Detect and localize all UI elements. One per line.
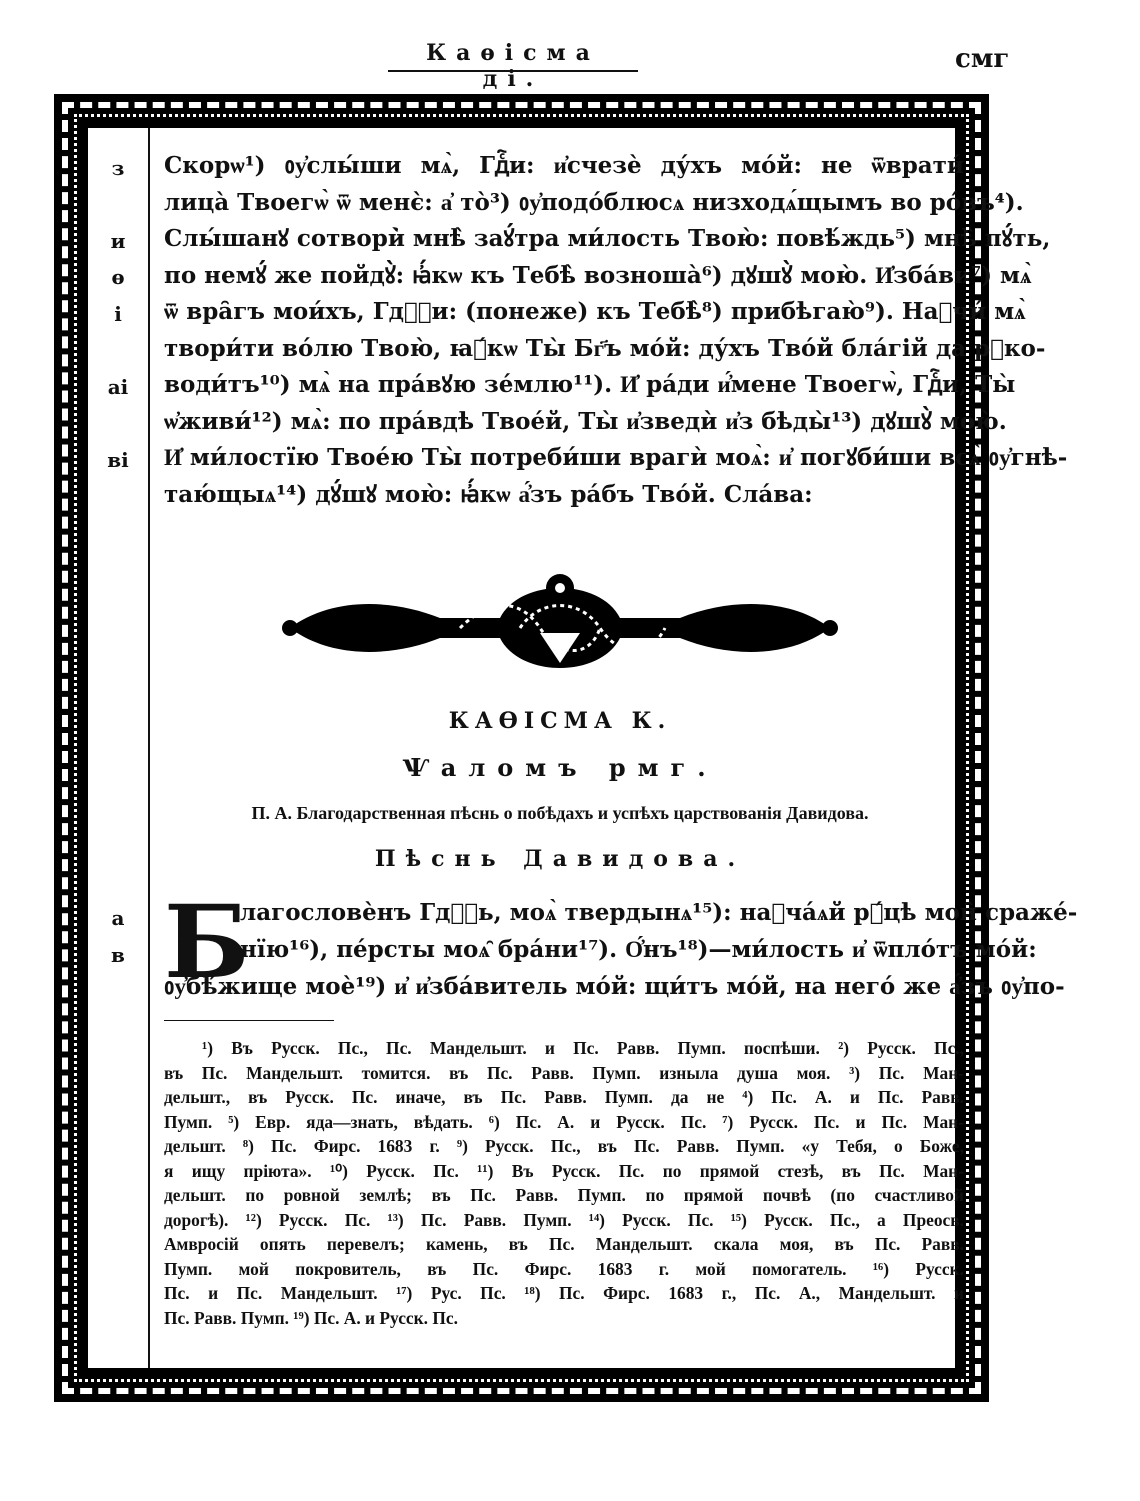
text-line: по немꙋ́ же пойдꙋ̀: ꙗ҆́кѡ къ Тебѣ̀ возноша̀⁶) дꙋшꙋ̀ мою̀. И҆зба́ви⁷) мѧ̀	[164, 261, 1032, 289]
verse-number: в	[111, 943, 125, 967]
footnotes	[164, 1036, 964, 1330]
verse-number: и	[110, 229, 126, 253]
footnote-line: дельшт. ⁸) Пс. Фирс. 1683 г. ⁹) Русск. Пс., въ Пс. Равв. Пумп. «у Тебя, о Боже,	[164, 1136, 964, 1156]
text-line: ѡ҆живи́¹²) мѧ̀: по пра́вдѣ Твое́й, Ты̀ и҆зведѝ и҆з бѣды̀¹³) дꙋшꙋ̀ мою̀.	[164, 407, 1007, 435]
verse-number: а	[111, 906, 125, 930]
footnote-line: дельшт. по ровной землѣ; въ Пс. Равв. Пумп. по прямой почвѣ (по счастливой	[164, 1185, 964, 1205]
footnote-line: въ Пс. Мандельшт. томится. въ Пс. Равв. Пумп. изныла душа моя. ³) Пс. Ман-	[164, 1062, 964, 1083]
psalm-text	[164, 148, 1068, 513]
psalm-title: Ѱаломъ рмг.	[402, 753, 718, 782]
song-title: Пѣснь Давидова.	[374, 846, 746, 872]
text-line: лица̀ Твоегѡ̀ ѿ менє̀: а҆ то̀³) ᲂу҆подо́блюсѧ низходѧ́щымъ во ро́въ⁴).	[164, 188, 1024, 216]
ornamental-headpiece	[270, 558, 850, 698]
kathisma-title: КАѲІСМА К.	[448, 708, 672, 734]
text-line: ᲂу҆бѣ́жище моѐ¹⁹) и҆ и҆зба́витель мо́й: щи́тъ мо́й, на него́ же а҆́зъ ᲂу҆по-	[164, 973, 1065, 1000]
text-line: таю́щыѧ¹⁴) дꙋ́шꙋ мою̀: ꙗ҆́кѡ а҆́зъ ра́бъ Тво́й. Сла́ва:	[164, 480, 813, 508]
text-column	[148, 128, 1078, 1368]
footnote-line: Пс. Равв. Пумп. ¹⁹) Пс. А. и Русск. Пс.	[164, 1307, 458, 1328]
psalm-summary: П. А. Благодарственная пѣснь о побѣдахъ и успѣхъ царствованія Давидова.	[251, 803, 869, 823]
text-line: Слы́шанꙋ сотвори̇̀ мнѣ̀ заꙋ́тра ми́лость Твою̀: повѣ́ждь⁵) мнѣ̀ пꙋ́ть,	[164, 225, 1051, 252]
running-head: Каѳісма ді.	[426, 40, 600, 92]
text-line: твори́ти во́лю Твою̀, ꙗ҆́кѡ Ты̀ Бг҃ъ мо́й: ду́хъ Тво́й бла́гій да рꙋко-	[164, 334, 1046, 362]
footnote-line: Пумп. ⁵) Евр. яда—знать, вѣдать. ⁶) Пс. А. и Русск. Пс. ⁷) Русск. Пс. и Пс. Ман-	[164, 1111, 964, 1132]
running-head-rule	[388, 70, 638, 72]
ornamental-frame	[54, 94, 1078, 1402]
verse-number: ѳ	[111, 265, 125, 289]
footnote-line: я ищу пріюта». ¹⁰) Русск. Пс. ¹¹) Въ Русск. Пс. по прямой стезѣ, въ Пс. Ман-	[164, 1160, 964, 1181]
verse-number: ві	[107, 448, 129, 472]
verse-number: з	[111, 156, 125, 180]
footnote-line: дельшт., въ Русск. Пс. иначе, въ Пс. Равв. Пумп. да не ⁴) Пс. А. и Пс. Равв.	[164, 1087, 964, 1107]
page-number: смг	[955, 44, 1010, 74]
text-line: нїю¹⁶), пе́рсты моѧ̑ бра́ни¹⁷). О҆́нъ¹⁸)—ми́лость и҆ ѿпло́тъ мо́й:	[240, 936, 1037, 963]
text-line: И҆ ми́лостїю Твое́ю Ты̀ потреби́ши врагѝ моѧ̀: и҆ погꙋби́ши всѧ̀ ᲂу҆гнѣ-	[164, 444, 1068, 471]
verse-number: і	[114, 302, 122, 326]
text-line: Скорѡ¹) ᲂу҆слы́ши мѧ̀, Гдⷭ҇и: и҆счезѐ ду́хъ мо́й: не ѿврати́	[164, 152, 964, 179]
psalm-text	[164, 894, 1078, 1005]
footnote-line: ¹) Въ Русск. Пс., Пс. Мандельшт. и Пс. Равв. Пумп. поспѣши. ²) Русск. Пс.,	[202, 1038, 964, 1058]
verse-number: аі	[107, 375, 129, 399]
footnote-line: Амвросій опять перевелъ; камень, въ Пс. Мандельшт. скала моя, въ Пс. Равв.	[164, 1234, 964, 1254]
text-line: лагословѐнъ Гдⷭ҇ь, моѧ̀ твердынѧ¹⁵): наꙋча́ѧй рꙋ́цѣ мои̑ сраже́-	[240, 899, 1078, 926]
footnote-line: Пс. и Пс. Мандельшт. ¹⁷) Рус. Пс. ¹⁸) Пс. Фирс. 1683 г., Пс. А., Мандельшт. и	[164, 1283, 964, 1303]
drop-cap-initial: Б	[164, 883, 250, 1001]
footnote-line: дорогѣ). ¹²) Русск. Пс. ¹³) Пс. Равв. Пумп. ¹⁴) Русск. Пс. ¹⁵) Русск. Пс., а Преосв.	[164, 1209, 964, 1230]
text-line: ѿ вра̑гъ мои́хъ, Гдⷭ҇и: (понеже) къ Тебѣ̀⁸) прибѣгаю̀⁹). Наꙋчи́ мѧ̀	[164, 298, 1026, 325]
page-body	[88, 128, 1078, 1368]
footnote-rule	[164, 1020, 334, 1021]
footnote-line: Пумп. мой покровитель, въ Пс. Фирс. 1683 г. мой помогатель. ¹⁶) Русск.	[164, 1258, 964, 1279]
text-line: води́тъ¹⁰) мѧ̀ на пра́вꙋю зе́млю¹¹). И҆ ра́ди и҆́мене Твоегѡ̀, Гдⷭ҇и, Ты̀	[164, 371, 1016, 398]
